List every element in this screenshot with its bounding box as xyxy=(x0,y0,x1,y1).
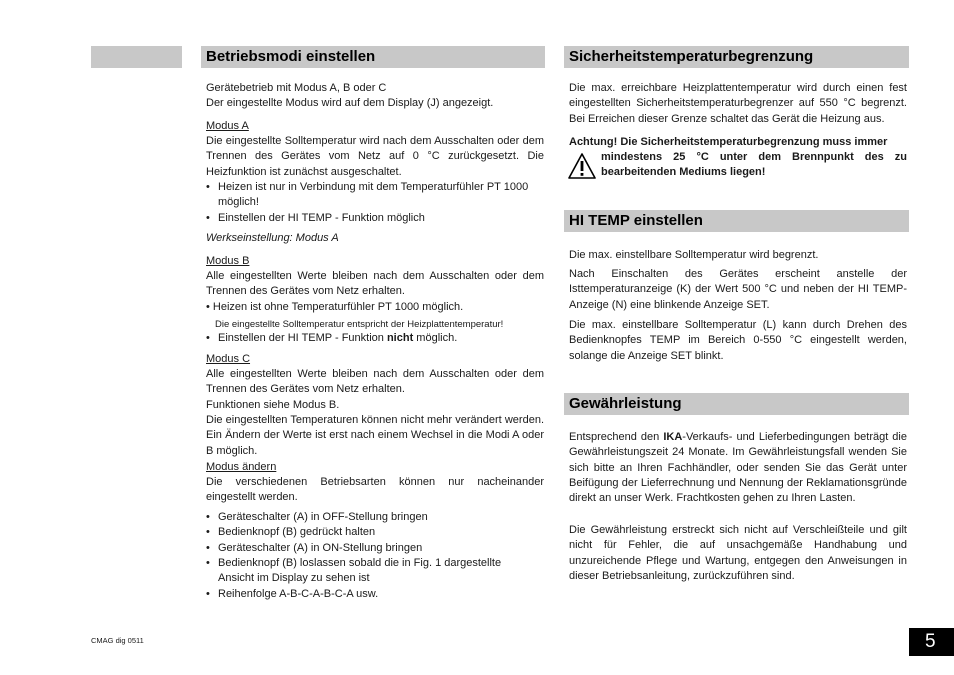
change-mode-label: Modus ändern xyxy=(206,461,277,473)
bullet-dot: • xyxy=(206,511,210,523)
step-item: Geräteschalter (A) in OFF-Stellung bringen xyxy=(218,511,428,523)
safety-text: Die max. erreichbare Heizplattentemperatur wird durch einen fest eingestellten Sicherheitstemperaturbegrenzer auf 550 °C begrenzt. Bei Erreichen dieser Grenze schaltet das Gerät die Heizung aus. xyxy=(569,82,907,125)
change-mode-text: Die verschiedenen Betriebsarten können nur nacheinander eingestellt werden. xyxy=(206,476,544,504)
decorative-gray-bar xyxy=(91,46,182,68)
hitemp-p1: Die max. einstellbare Solltemperatur wird begrenzt. xyxy=(569,249,819,261)
warning-text: mindestens 25 °C unter dem Brennpunkt des zu bearbeitenden Mediums liegen! xyxy=(601,151,907,179)
step-item: Reihenfolge A-B-C-A-B-C-A usw. xyxy=(218,588,379,600)
step-item: Bedienknopf (B) gedrückt halten xyxy=(218,526,376,538)
step-item: Geräteschalter (A) in ON-Stellung bringen xyxy=(218,542,423,554)
mode-b-bullet-2: Einstellen der HI TEMP - Funktion nicht möglich. xyxy=(218,332,458,344)
warranty-p2: Die Gewährleistung erstreckt sich nicht auf Verschleißteile und gilt nicht für Fehler, die auf unsachgemäße Handhabung und unzureichende Pflege und Wartung, entgegen den Anweisungen in dieser Betriebsanleitung, zurückzuführen sind. xyxy=(569,524,907,582)
bullet-dot: • xyxy=(206,181,210,193)
mode-c-text-2: Die eingestellten Temperaturen können nicht mehr verändert werden. Ein Ändern der Werte ist erst nach einem Wechsel in die Modi A oder B möglich. xyxy=(206,414,544,457)
mode-b-note: Die eingestellte Solltemperatur entspricht der Heizplattentemperatur! xyxy=(215,319,504,330)
intro-line-2: Der eingestellte Modus wird auf dem Display (J) angezeigt. xyxy=(206,97,494,109)
warning-triangle-icon xyxy=(568,153,596,179)
mode-a-bullet-2: Einstellen der HI TEMP - Funktion möglich xyxy=(218,212,425,224)
page-number: 5 xyxy=(909,628,954,656)
heading-hitemp: HI TEMP einstellen xyxy=(564,210,909,232)
hitemp-p2: Nach Einschalten des Gerätes erscheint anstelle der Isttemperaturanzeige (K) der Wert 500 °C und neben der HI TEMP-Anzeige (N) eine blinkende Anzeige SET. xyxy=(569,268,907,311)
bullet-dot: • xyxy=(206,557,210,569)
bullet-dot: • xyxy=(206,332,210,344)
mode-b-label: Modus B xyxy=(206,255,250,267)
heading-safety: Sicherheitstemperaturbegrenzung xyxy=(564,46,909,68)
mode-a-text: Die eingestellte Solltemperatur wird nach dem Ausschalten oder dem Trennen des Gerätes vom Netz auf 0 °C zurückgesetzt. Die Heizfunktion ist zunächst ausgeschaltet. xyxy=(206,135,544,178)
step-item: Bedienknopf (B) loslassen sobald die in Fig. 1 dargestellte xyxy=(218,557,502,569)
intro-line-1: Gerätebetrieb mit Modus A, B oder C xyxy=(206,82,387,94)
warning-line-1: Achtung! Die Sicherheitstemperaturbegrenzung muss immer xyxy=(569,136,888,148)
mode-b-bullet-1: • Heizen ist ohne Temperaturfühler PT 1000 möglich. xyxy=(206,301,464,313)
bullet-dot: • xyxy=(206,212,210,224)
mode-a-bullet-1-line-2: möglich! xyxy=(218,196,259,208)
heading-betriebsmodi: Betriebsmodi einstellen xyxy=(201,46,545,68)
footer-document-code: CMAG dig 0511 xyxy=(91,636,144,645)
bullet-dot: • xyxy=(206,588,210,600)
step-item-continuation: Ansicht im Display zu sehen ist xyxy=(218,572,370,584)
heading-warranty: Gewährleistung xyxy=(564,393,909,415)
mode-c-label: Modus C xyxy=(206,353,251,365)
warranty-p1: Entsprechend den IKA-Verkaufs- und Lieferbedingungen beträgt die Gewährleistungszeit 24 Monate. Im Gewährleistungsfall wenden Sie sich bitte an Ihren Fachhändler, oder senden Sie das Gerät unter Beifügung der Lieferrechnung und Nennung der Reklamationsgründe direkt an unser Werk. Frachtkosten gehen zu Ihren Lasten. xyxy=(569,431,907,505)
mode-a-label: Modus A xyxy=(206,120,249,132)
mode-c-text: Alle eingestellten Werte bleiben nach dem Ausschalten oder dem Trennen des Gerätes vom Netz erhalten. xyxy=(206,368,544,396)
mode-b-text: Alle eingestellten Werte bleiben nach dem Ausschalten oder dem Trennen des Gerätes vom Netz erhalten. xyxy=(206,270,544,298)
factory-setting: Werkseinstellung: Modus A xyxy=(206,232,339,244)
bullet-dot: • xyxy=(206,526,210,538)
hitemp-p3: Die max. einstellbare Solltemperatur (L) kann durch Drehen des Bedienknopfes TEMP im Bereich 0-550 °C eingestellt werden, solange die Anzeige SET blinkt. xyxy=(569,319,907,362)
bullet-dot: • xyxy=(206,542,210,554)
mode-a-bullet-1-line-1: Heizen ist nur in Verbindung mit dem Temperaturfühler PT 1000 xyxy=(218,181,529,193)
mode-c-functions: Funktionen siehe Modus B. xyxy=(206,399,340,411)
